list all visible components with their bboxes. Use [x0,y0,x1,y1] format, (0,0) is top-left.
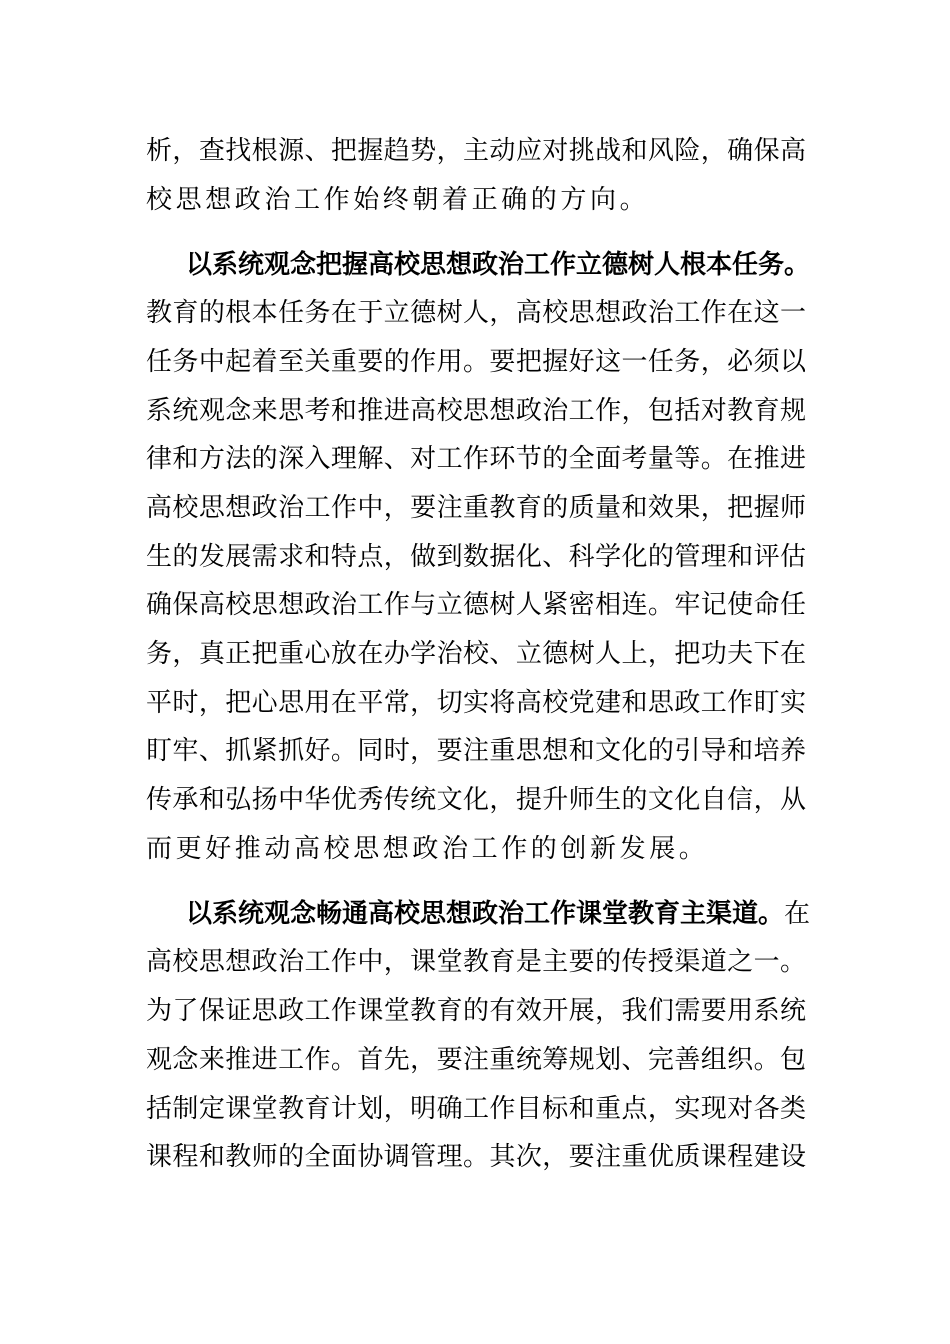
paragraph-line: 观念来推进工作。首先，要注重统筹规划、完善组织。包 [146,1045,806,1075]
paragraph-line: 课程和教师的全面协调管理。其次，要注重优质课程建设 [146,1142,806,1172]
paragraph-text: 在 [784,899,811,929]
paragraph-line: 平时，把心思用在平常，切实将高校党建和思政工作盯实 [146,688,806,718]
section-heading: 以系统观念畅通高校思想政治工作课堂教育主渠道。 [186,899,785,929]
section-heading-line [186,894,811,934]
paragraph-line: 盯牢、抓紧抓好。同时，要注重思想和文化的引导和培养 [146,736,806,766]
paragraph-line: 而更好推动高校思想政治工作的创新发展。 [146,834,709,864]
paragraph-line: 析，查找根源、把握趋势，主动应对挑战和风险，确保高 [146,136,806,166]
paragraph-line: 高校思想政治工作中，课堂教育是主要的传授渠道之一。 [146,947,806,977]
paragraph-line: 括制定课堂教育计划，明确工作目标和重点，实现对各类 [146,1094,806,1124]
paragraph-line: 为了保证思政工作课堂教育的有效开展，我们需要用系统 [146,996,806,1026]
section-heading: 以系统观念把握高校思想政治工作立德树人根本任务。 [186,250,811,280]
paragraph-line: 律和方法的深入理解、对工作环节的全面考量等。在推进 [146,444,806,474]
paragraph-line: 任务中起着至关重要的作用。要把握好这一任务，必须以 [146,347,806,377]
paragraph-line: 系统观念来思考和推进高校思想政治工作，包括对教育规 [146,396,806,426]
paragraph-line: 生的发展需求和特点，做到数据化、科学化的管理和评估 [146,542,806,572]
paragraph-line: 务，真正把重心放在办学治校、立德树人上，把功夫下在 [146,639,806,669]
paragraph-line: 校思想政治工作始终朝着正确的方向。 [146,185,650,215]
paragraph-line: 确保高校思想政治工作与立德树人紧密相连。牢记使命任 [146,590,806,620]
paragraph-line: 传承和弘扬中华优秀传统文化，提升师生的文化自信，从 [146,785,806,815]
paragraph-line: 高校思想政治工作中，要注重教育的质量和效果，把握师 [146,493,806,523]
paragraph-line: 教育的根本任务在于立德树人，高校思想政治工作在这一 [146,298,806,328]
